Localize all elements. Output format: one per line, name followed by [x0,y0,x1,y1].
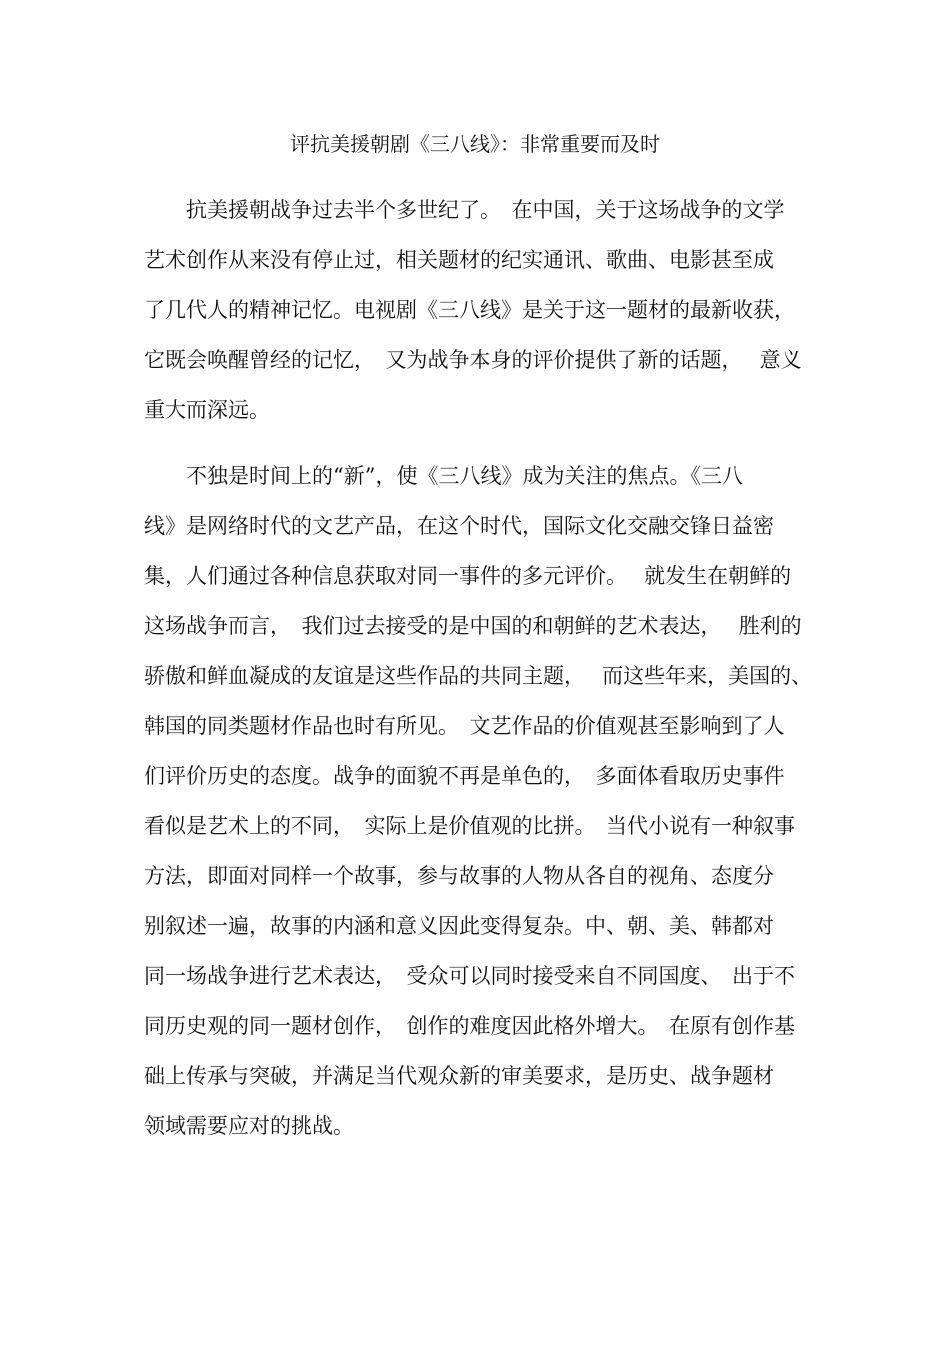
paragraph-1-line-4: 它既会唤醒曾经的记忆， 又为战争本身的评价提供了新的话题， 意义 [144,348,802,372]
article-title: 评抗美援朝剧《三八线》：非常重要而及时 [290,132,660,156]
paragraph-2-line-13: 础上传承与突破，并满足当代观众新的审美要求，是历史、战争题材 [144,1064,774,1088]
paragraph-2-line-8: 看似是艺术上的不同， 实际上是价值观的比拼。 当代小说有一种叙事 [144,814,795,838]
paragraph-2-line-11: 同一场战争进行艺术表达， 受众可以同时接受来自不同国度、 出于不 [144,964,795,988]
paragraph-1-line-3: 了几代人的精神记忆。电视剧《三八线》是关于这一题材的最新收获， [144,298,795,322]
paragraph-2-line-6: 韩国的同类题材作品也时有所见。 文艺作品的价值观甚至影响到了人 [144,714,785,738]
paragraph-2-line-4: 这场战争而言， 我们过去接受的是中国的和朝鲜的艺术表达， 胜利的 [144,614,802,638]
paragraph-2-line-7: 们评价历史的态度。战争的面貌不再是单色的， 多面体看取历史事件 [144,764,785,788]
paragraph-2-line-3: 集，人们通过各种信息获取对同一事件的多元评价。 就发生在朝鲜的 [144,564,792,588]
paragraph-2-line-5: 骄傲和鲜血凝成的友谊是这些作品的共同主题， 而这些年来，美国的、 [144,664,813,688]
paragraph-2-line-14: 领域需要应对的挑战。 [144,1114,354,1138]
paragraph-2-line-9: 方法，即面对同样一个故事，参与故事的人物从各自的视角、态度分 [144,864,774,888]
paragraph-2-line-1: 不独是时间上的“新”，使《三八线》成为关注的焦点。《三八 [186,464,743,488]
paragraph-2-line-10: 别叙述一遍，故事的内涵和意义因此变得复杂。中、朝、美、韩都对 [144,914,774,938]
paragraph-2-line-2: 线》是网络时代的文艺产品，在这个时代，国际文化交融交锋日益密 [144,514,774,538]
paragraph-2-line-12: 同历史观的同一题材创作， 创作的难度因此格外增大。 在原有创作基 [144,1014,795,1038]
paragraph-1-line-2: 艺术创作从来没有停止过，相关题材的纪实通讯、歌曲、电影甚至成 [144,248,774,272]
paragraph-1-line-1: 抗美援朝战争过去半个多世纪了。 在中国，关于这场战争的文学 [186,198,785,222]
paragraph-1-line-5: 重大而深远。 [144,398,270,422]
